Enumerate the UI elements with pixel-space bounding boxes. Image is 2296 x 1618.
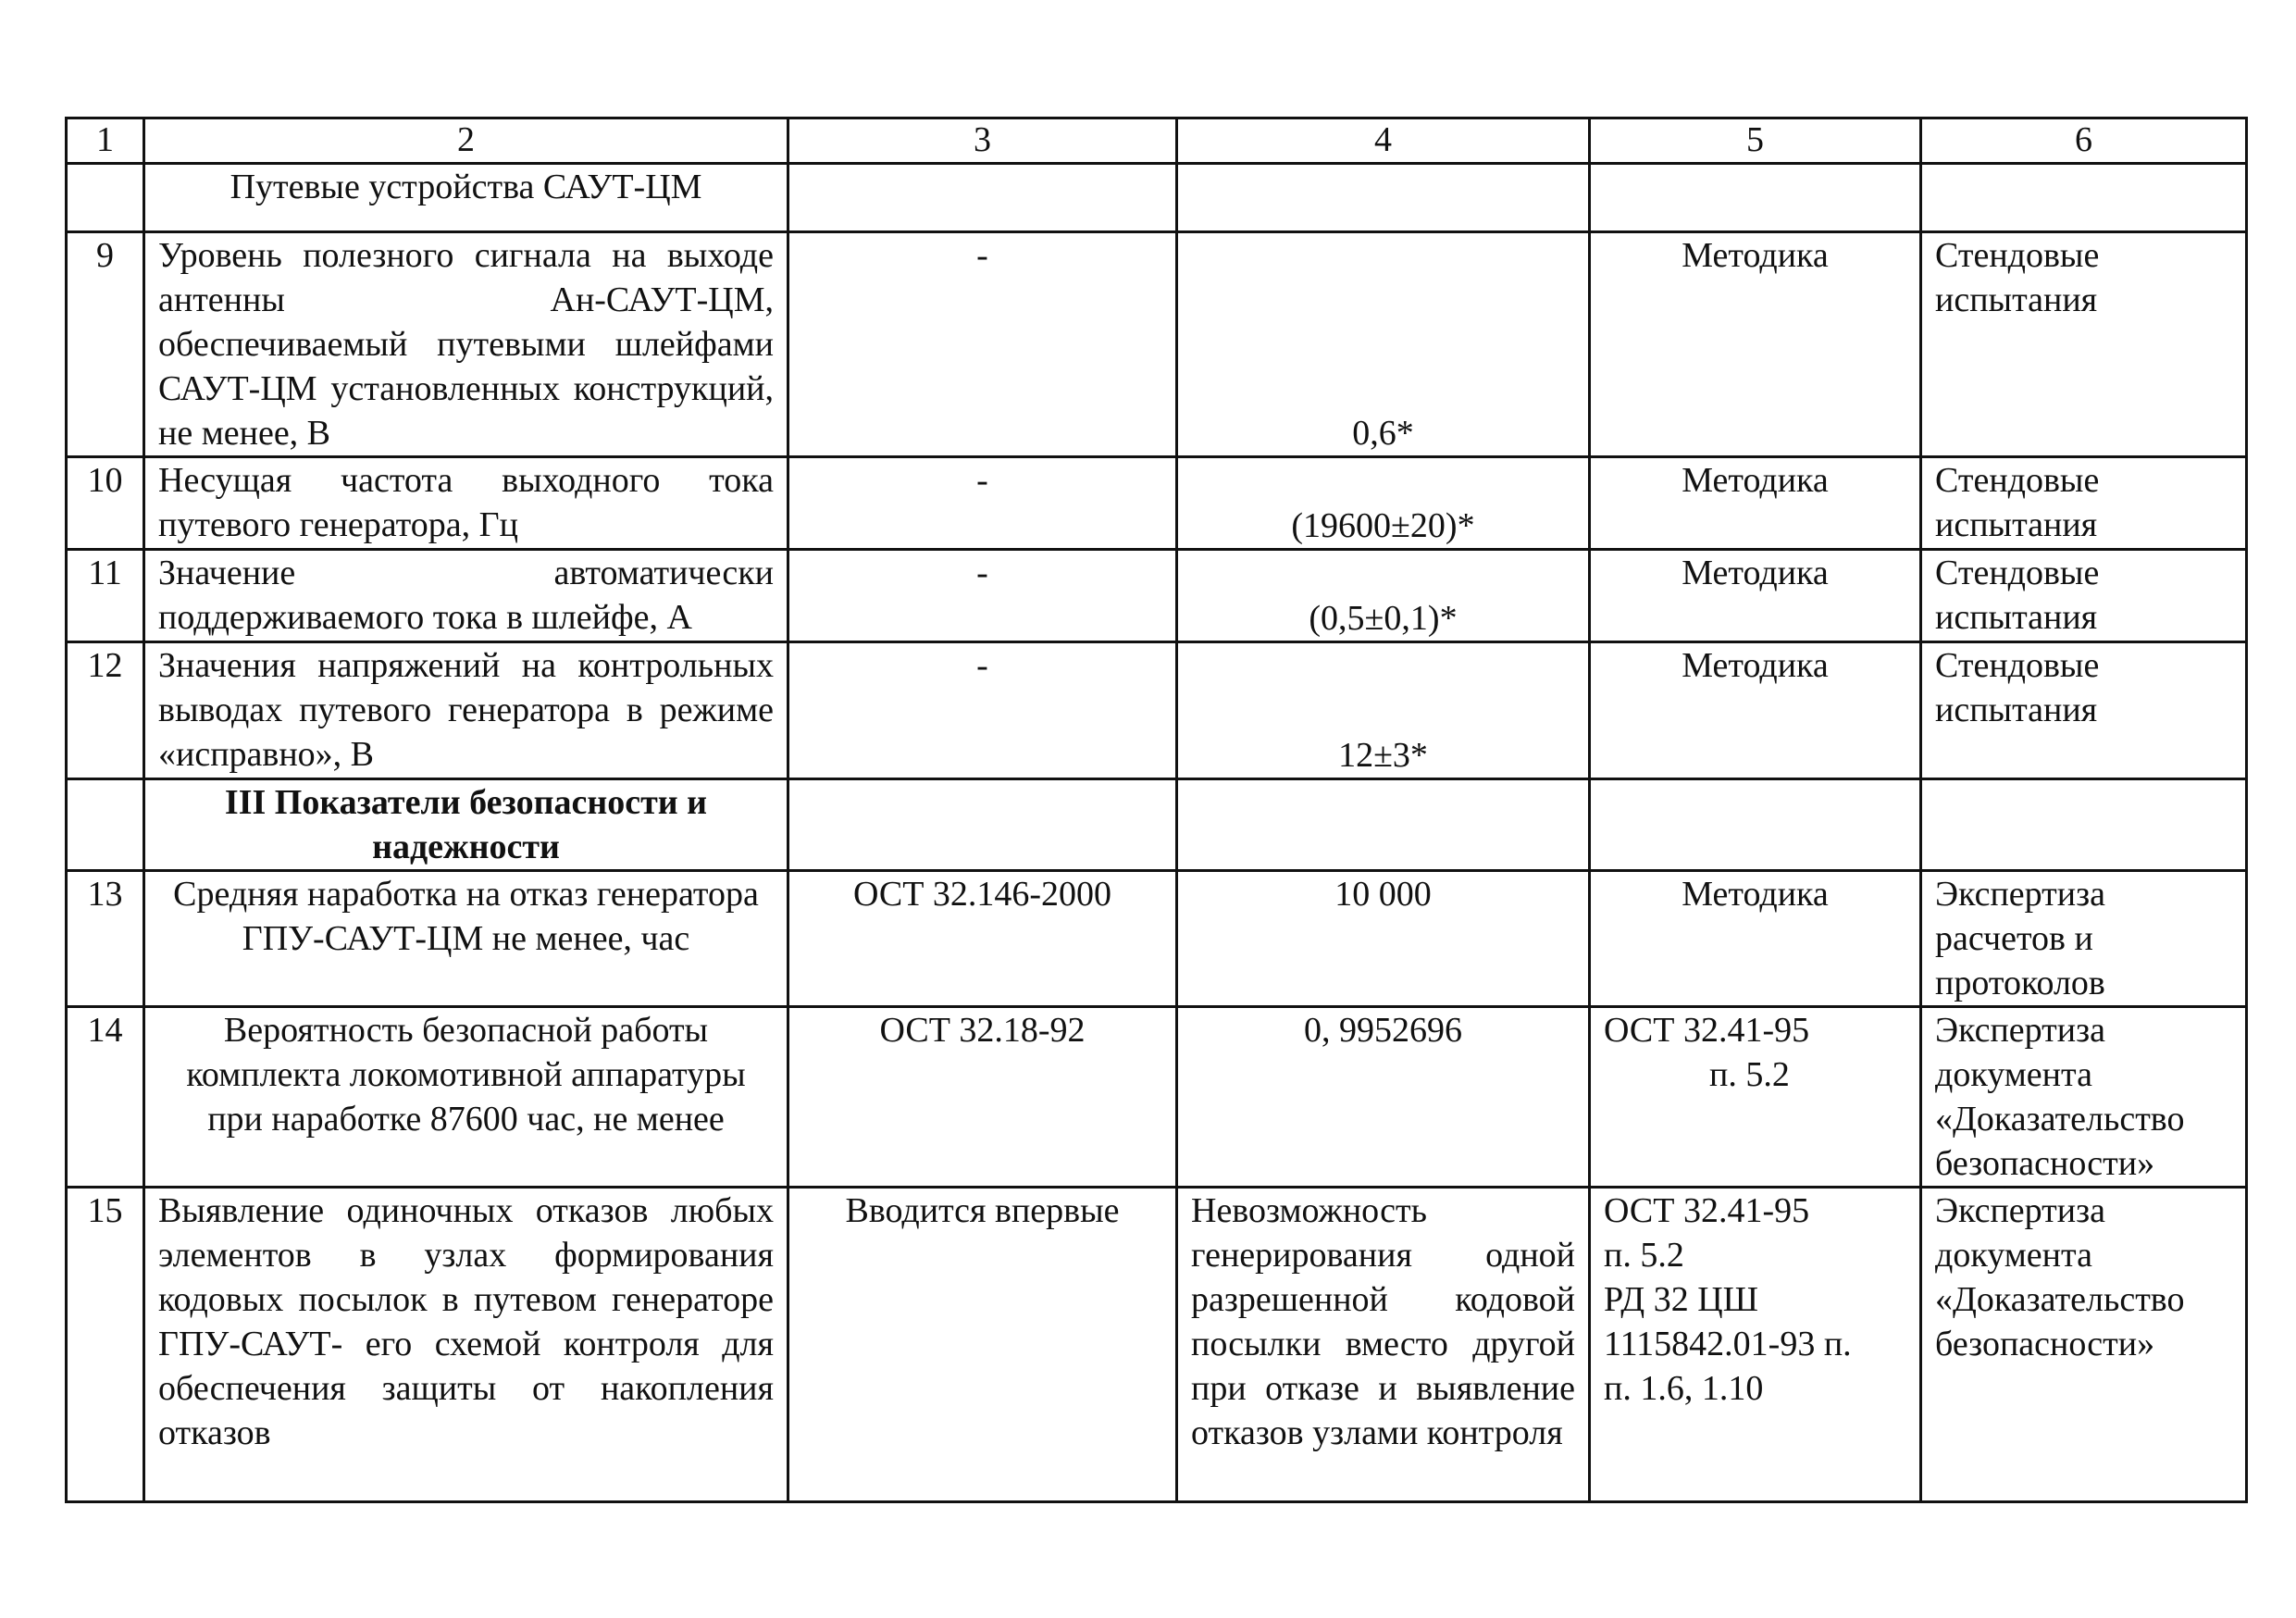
table-row [67, 1007, 2247, 1188]
norm-value: 10 000 [1177, 871, 1590, 1007]
table-row [67, 871, 2247, 1007]
check-value: Стендовые испытания [1921, 457, 2247, 550]
method-line: п. 5.2 [1709, 1055, 1790, 1094]
table-row [67, 457, 2247, 550]
standard-value: Вводится впервые [788, 1188, 1177, 1502]
check-value: Экспертиза документа «Доказательство безопасности» [1921, 1188, 2247, 1502]
row-number: 10 [67, 457, 144, 550]
method-value: Методика [1590, 232, 1921, 457]
row-number: 14 [67, 1007, 144, 1188]
table-row [67, 550, 2247, 642]
norm-value: 0,6* [1177, 232, 1590, 457]
table-row [67, 1188, 2247, 1502]
row-number: 13 [67, 871, 144, 1007]
method-value: Методика [1590, 457, 1921, 550]
header-cell: 4 [1177, 118, 1590, 164]
standard-value: - [788, 457, 1177, 550]
method-value: Методика [1590, 642, 1921, 779]
check-value: Экспертиза расчетов и протоколов [1921, 871, 2247, 1007]
section-row [67, 779, 2247, 871]
table-row [67, 642, 2247, 779]
spec-table [65, 117, 2248, 1503]
standard-value: - [788, 550, 1177, 642]
method-value: Методика [1590, 871, 1921, 1007]
header-cell: 6 [1921, 118, 2247, 164]
row-number: 11 [67, 550, 144, 642]
method-line: п. 1.6, 1.10 [1604, 1369, 1764, 1408]
standard-value: - [788, 232, 1177, 457]
section-row [67, 164, 2247, 232]
param-name: Средняя наработка на отказ генератора ГПУ-САУТ-ЦМ не менее, час [144, 871, 788, 1007]
param-name: Выявление одиночных отказов любых элементов в узлах формирования кодовых посылок в путевом генераторе ГПУ-САУТ- его схемой контроля для обеспечения защиты от накопления отказов [144, 1188, 788, 1502]
row-number: 9 [67, 232, 144, 457]
method-line: ОСТ 32.41-95 [1604, 1011, 1810, 1050]
section-title-track: Путевые устройства САУТ-ЦМ [144, 164, 788, 232]
method-line: РД 32 ЦШ [1604, 1280, 1758, 1319]
check-value: Стендовые испытания [1921, 642, 2247, 779]
param-name: Значение автоматически поддерживаемого тока в шлейфе, А [144, 550, 788, 642]
table-row [67, 232, 2247, 457]
standard-value: - [788, 642, 1177, 779]
section-title-safety: III Показатели безопасности и надежности [144, 779, 788, 871]
param-name: Несущая частота выходного тока путевого генератора, Гц [144, 457, 788, 550]
method-value [1590, 1007, 1921, 1188]
row-number: 12 [67, 642, 144, 779]
norm-value: 12±3* [1177, 642, 1590, 779]
norm-value: 0, 9952696 [1177, 1007, 1590, 1188]
standard-value: ОСТ 32.18-92 [788, 1007, 1177, 1188]
check-value: Экспертиза документа «Доказательство безопасности» [1921, 1007, 2247, 1188]
header-cell: 1 [67, 118, 144, 164]
param-name: Вероятность безопасной работы комплекта локомотивной аппаратуры при наработке 87600 час, не менее [144, 1007, 788, 1188]
standard-value: ОСТ 32.146-2000 [788, 871, 1177, 1007]
header-cell: 3 [788, 118, 1177, 164]
method-line: ОСТ 32.41-95 [1604, 1191, 1810, 1230]
norm-value: (0,5±0,1)* [1177, 550, 1590, 642]
param-name: Значения напряжений на контрольных выводах путевого генератора в режиме «исправно», В [144, 642, 788, 779]
method-line: 1115842.01-93 п. [1604, 1325, 1852, 1363]
norm-value: Невозможность генерирования одной разрешенной кодовой посылки вместо другой при отказе и выявление отказов узлами контроля [1177, 1188, 1590, 1502]
header-cell: 2 [144, 118, 788, 164]
check-value: Стендовые испытания [1921, 232, 2247, 457]
param-name: Уровень полезного сигнала на выходе антенны Ан-САУТ-ЦМ, обеспечиваемый путевыми шлейфами САУТ-ЦМ установленных конструкций, не менее, В [144, 232, 788, 457]
norm-value: (19600±20)* [1177, 457, 1590, 550]
check-value: Стендовые испытания [1921, 550, 2247, 642]
header-row [67, 118, 2247, 164]
method-value [1590, 1188, 1921, 1502]
row-number: 15 [67, 1188, 144, 1502]
method-line: п. 5.2 [1604, 1236, 1684, 1275]
header-cell: 5 [1590, 118, 1921, 164]
method-value: Методика [1590, 550, 1921, 642]
